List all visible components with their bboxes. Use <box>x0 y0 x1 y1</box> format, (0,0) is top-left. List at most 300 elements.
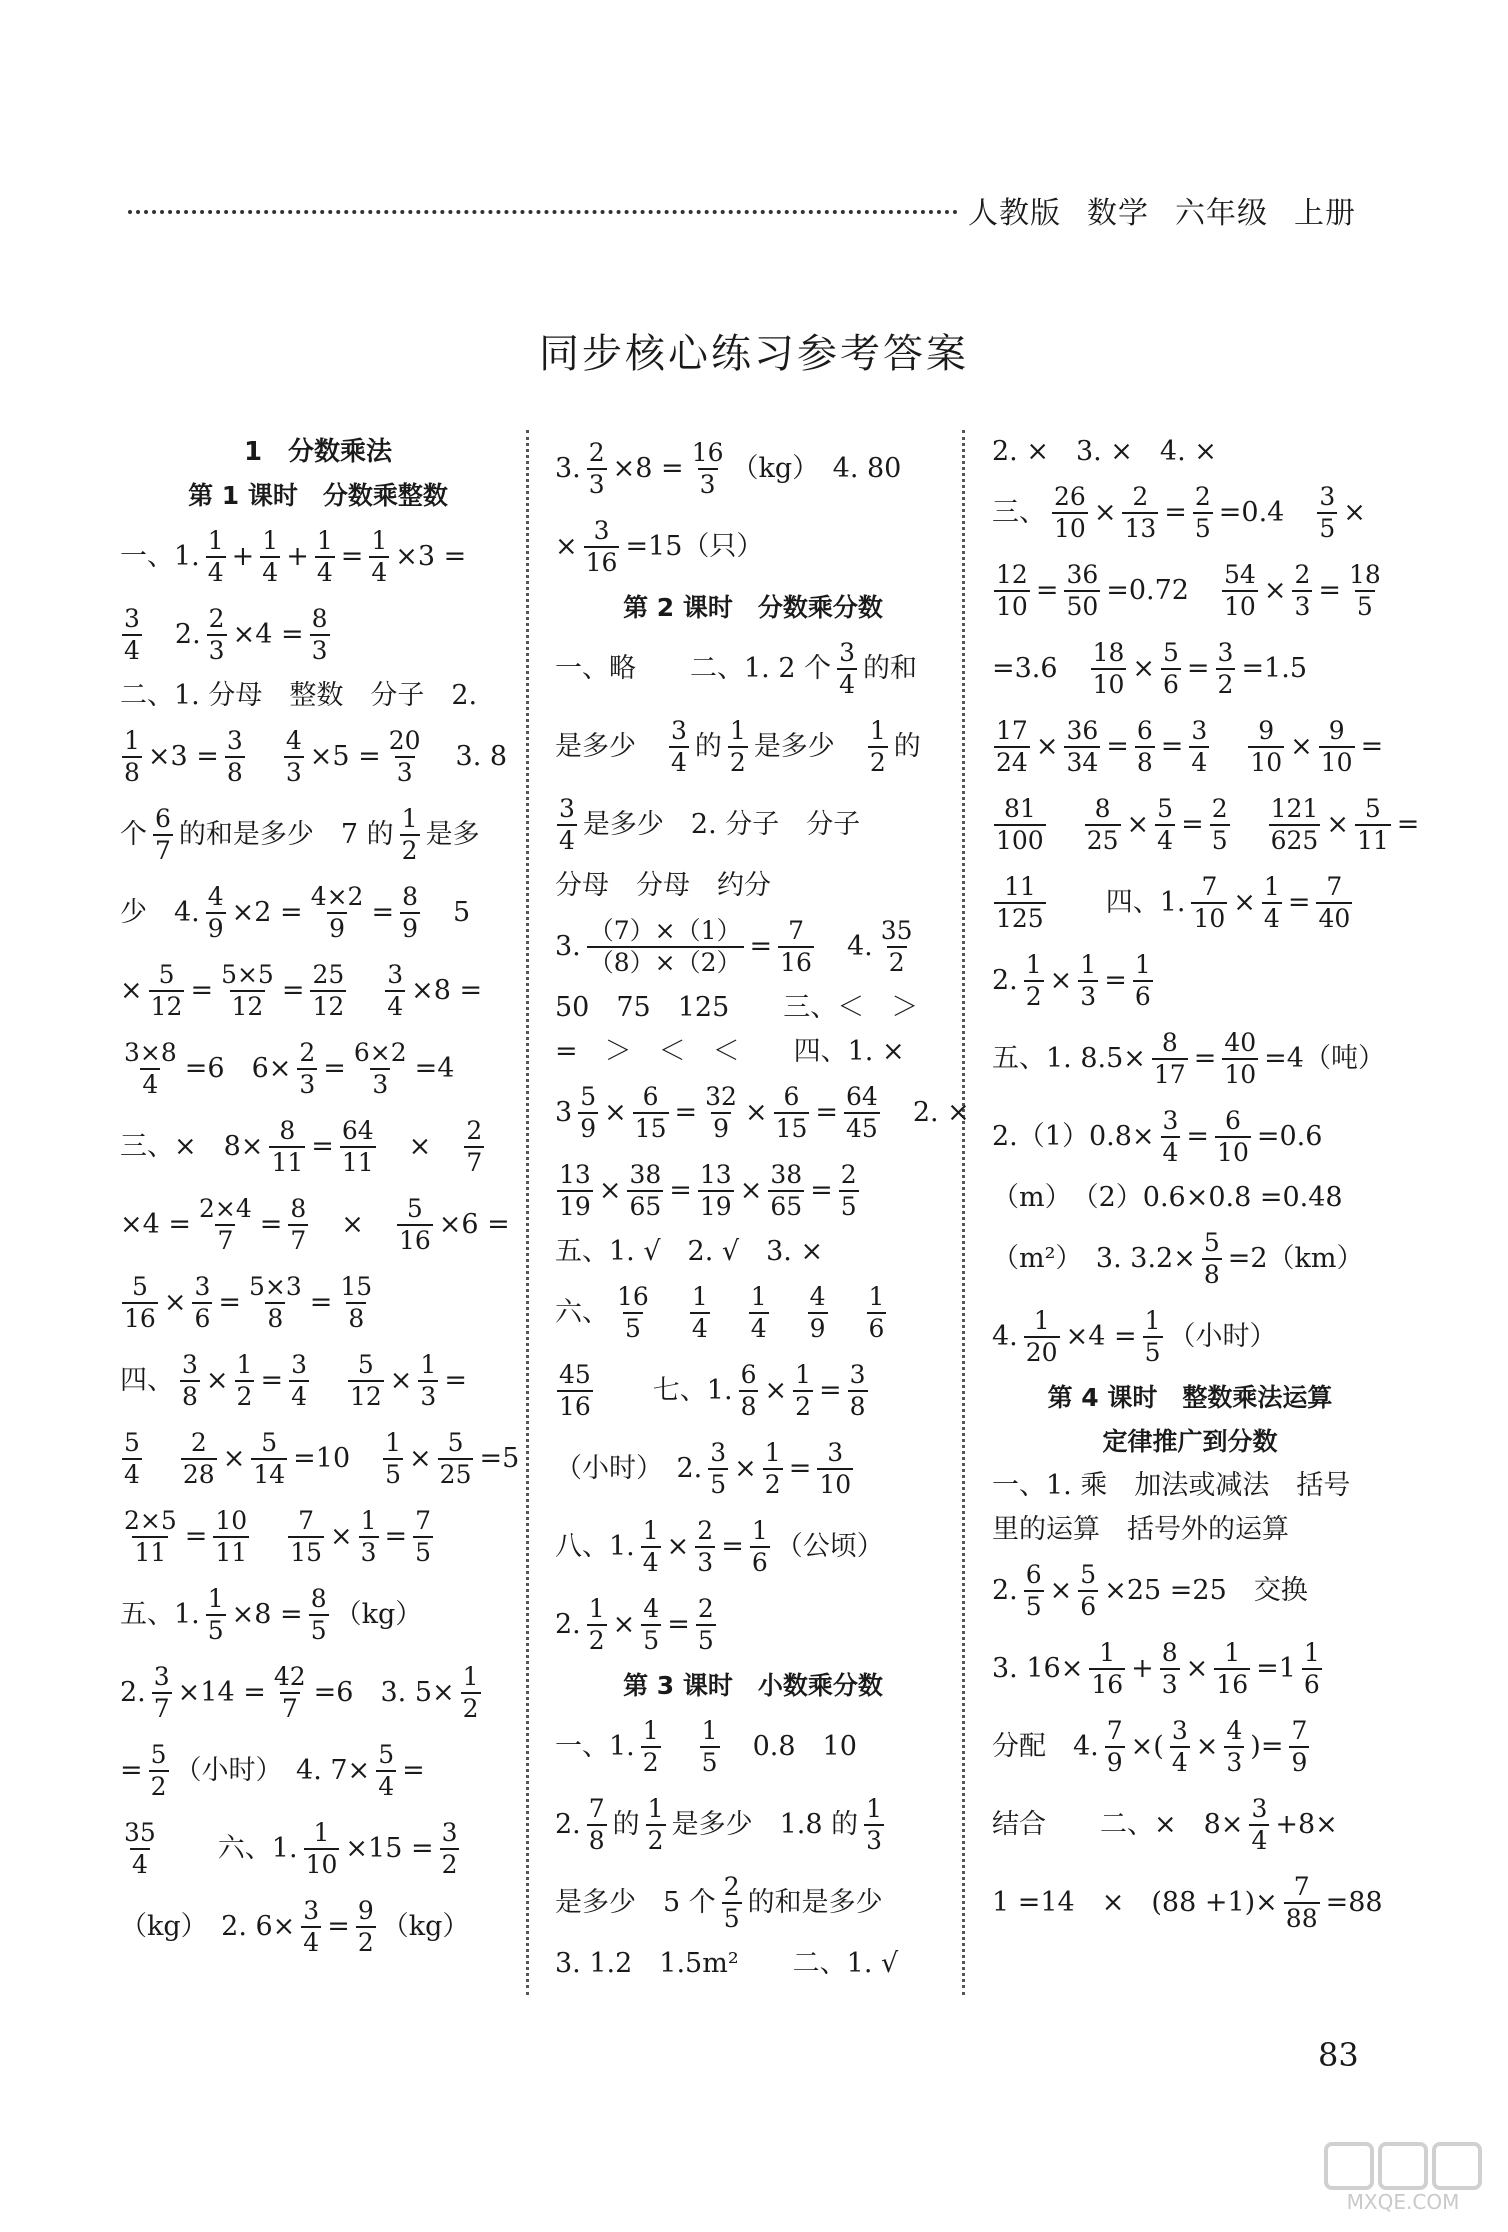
fraction <box>708 1437 728 1499</box>
answer-column-2 <box>553 430 970 1986</box>
fraction-denominator: 2 <box>1025 982 1042 1011</box>
answer-text: × <box>1233 887 1256 919</box>
fraction-numerator: 1 <box>764 1437 781 1467</box>
fraction <box>669 715 689 777</box>
fraction-numerator: 5 <box>1157 793 1174 823</box>
answer-text: × <box>1035 731 1059 763</box>
fraction-denominator: 4 <box>303 1928 320 1957</box>
fraction <box>1024 949 1044 1011</box>
answer-text: =4（吨） <box>1264 1043 1385 1075</box>
answer-text: 的 <box>612 1809 640 1841</box>
fraction <box>864 1793 884 1855</box>
answer-text: ×8 = <box>411 975 483 1007</box>
fraction-denominator: 5 <box>1194 514 1211 543</box>
fraction-denominator: 10 <box>1054 514 1086 543</box>
fraction-denominator: 4 <box>371 558 388 587</box>
fraction-denominator: 2 <box>642 1748 659 1777</box>
fraction-denominator: 10 <box>1217 1138 1249 1167</box>
answer-line <box>553 1786 953 1864</box>
fraction-denominator: 16 <box>124 1304 156 1333</box>
answer-text: =15（只） <box>625 531 764 563</box>
fraction <box>1161 1105 1181 1167</box>
answer-line <box>553 508 953 586</box>
answer-text: ×8 = <box>612 453 684 485</box>
answer-text: = <box>184 1521 208 1553</box>
fraction-denominator: 9 <box>329 914 346 943</box>
fraction-denominator: 625 <box>1270 826 1319 855</box>
fraction <box>385 959 405 1021</box>
fraction <box>206 525 226 587</box>
fraction-numerator: 5 <box>357 1349 374 1379</box>
answer-text: 的和是多少 7 的 <box>178 819 394 851</box>
section-heading: 第 2 课时 分数乘分数 <box>623 593 883 623</box>
answer-text: × <box>330 1521 353 1553</box>
answer-line <box>118 1888 518 1966</box>
fraction-numerator: 3 <box>124 603 140 633</box>
answer-text: = <box>384 1521 408 1553</box>
fraction-numerator: 5 <box>378 1739 395 1769</box>
section-heading: 1 分数乘法 <box>243 436 393 467</box>
fraction <box>356 1895 376 1957</box>
answer-line <box>990 474 1390 552</box>
fraction-numerator: 5 <box>1203 1227 1220 1257</box>
fraction-numerator: 4 <box>1226 1715 1243 1745</box>
fraction-numerator: 2 <box>840 1159 857 1189</box>
fraction-denominator: 7 <box>155 836 171 865</box>
answer-text: × <box>734 1453 757 1485</box>
answer-text: （kg） 2. 6× <box>120 1911 296 1943</box>
answer-text: )= <box>1250 1731 1284 1763</box>
fraction-numerator: 7 <box>1326 871 1343 901</box>
fraction-denominator: 19 <box>699 1192 732 1221</box>
fraction-denominator: 2 <box>1217 670 1234 699</box>
fraction <box>272 1661 308 1723</box>
answer-text: （kg） 4. 80 <box>731 453 902 485</box>
answer-line <box>553 1074 970 1152</box>
answer-line <box>990 942 1390 1020</box>
fraction-denominator: 4 <box>750 1314 767 1343</box>
answer-line <box>553 1708 953 1786</box>
fraction <box>1347 559 1383 621</box>
fraction <box>1355 793 1391 855</box>
answer-text: × <box>1132 653 1155 685</box>
fraction <box>1193 481 1213 543</box>
answer-text: = <box>1181 809 1204 841</box>
fraction-numerator: 16 <box>691 437 724 467</box>
fraction-denominator: 2 <box>441 1850 458 1879</box>
answer-line <box>553 430 953 508</box>
answer-text: = <box>810 1175 833 1207</box>
answer-text: = <box>669 1175 692 1207</box>
fraction <box>461 1661 481 1723</box>
fraction-denominator: 4 <box>642 1548 659 1577</box>
fraction-numerator: 1 <box>262 525 279 555</box>
fraction <box>1078 949 1098 1011</box>
answer-text: 八、1. <box>555 1531 635 1563</box>
fraction-denominator: 4 <box>1162 1138 1179 1167</box>
fraction-numerator: 1 <box>207 1583 224 1613</box>
fraction-numerator: 2 <box>466 1115 483 1145</box>
fraction <box>837 637 857 699</box>
answer-text: 一、1. <box>555 1731 635 1763</box>
answer-text: 少 4. <box>120 897 200 929</box>
fraction-denominator: 8 <box>849 1392 866 1421</box>
fraction <box>587 437 607 499</box>
fraction-denominator: 11 <box>134 1538 167 1567</box>
fraction-numerator: 5×3 <box>248 1271 302 1301</box>
fraction <box>698 1159 734 1221</box>
fraction-numerator: 11 <box>1003 871 1036 901</box>
answer-line <box>990 1786 1390 1864</box>
fraction-denominator: 5 <box>701 1748 718 1777</box>
fraction <box>1152 1027 1188 1089</box>
fraction <box>122 725 142 787</box>
fraction-denominator: 3 <box>588 470 605 499</box>
fraction <box>309 1583 329 1645</box>
fraction-numerator: 38 <box>629 1159 662 1189</box>
fraction-numerator: 6×2 <box>353 1037 407 1067</box>
answer-line <box>118 1420 518 1498</box>
answer-text: =2（km） <box>1227 1243 1364 1275</box>
fraction-numerator: 1 <box>642 1515 659 1545</box>
fraction-denominator: 14 <box>253 1460 286 1489</box>
fraction-numerator: 64 <box>846 1081 878 1111</box>
fraction-denominator: 10 <box>1320 748 1353 777</box>
fraction <box>750 1515 770 1577</box>
answer-line <box>990 430 1390 474</box>
fraction <box>149 959 185 1021</box>
fraction <box>879 915 915 977</box>
answer-text: × <box>744 1097 768 1129</box>
fraction <box>994 715 1030 777</box>
fraction-numerator: 8 <box>1094 793 1111 823</box>
fraction-denominator: 24 <box>996 748 1028 777</box>
fraction-denominator: 11 <box>341 1148 374 1177</box>
answer-text: 2. <box>147 619 201 651</box>
fraction-numerator: 1 <box>207 525 224 555</box>
answer-text: 2. <box>120 1677 146 1709</box>
fraction-numerator: 6 <box>1025 1559 1042 1589</box>
fraction-denominator: 3 <box>1294 592 1311 621</box>
answer-text: = <box>1186 1121 1210 1153</box>
fraction-numerator: 2 <box>1132 481 1149 511</box>
answer-line <box>118 596 518 674</box>
fraction-numerator: 2 <box>299 1037 316 1067</box>
answer-text: 是多少 5 个 <box>555 1887 716 1919</box>
fraction <box>315 525 335 587</box>
fraction <box>122 1271 158 1333</box>
fraction-denominator: 2 <box>764 1470 781 1499</box>
watermark-logo <box>1318 2138 1488 2218</box>
fraction-denominator: 2 <box>729 748 746 777</box>
answer-line <box>553 708 953 786</box>
fraction-numerator: 1 <box>236 1349 253 1379</box>
fraction <box>587 1593 607 1655</box>
fraction <box>749 1281 769 1343</box>
fraction-numerator: 6 <box>642 1081 659 1111</box>
fraction-numerator: 1 <box>868 1281 885 1311</box>
answer-text: 分配 4. <box>992 1731 1099 1763</box>
answer-line <box>553 630 953 708</box>
answer-line <box>118 674 518 718</box>
answer-text: 五、1. √ 2. √ 3. × <box>555 1236 824 1268</box>
fraction <box>359 1505 379 1567</box>
answer-text <box>773 1298 804 1328</box>
fraction <box>839 1159 859 1221</box>
fraction-denominator: 16 <box>559 1392 591 1421</box>
fraction <box>304 1817 340 1879</box>
fraction-numerator: 18 <box>1348 559 1381 589</box>
answer-text: × <box>1185 1653 1209 1685</box>
answer-text: ×( <box>1130 1731 1164 1763</box>
fraction <box>1160 1637 1180 1699</box>
fraction-numerator: 3 <box>303 1895 320 1925</box>
fraction-denominator: 3 <box>360 1538 377 1567</box>
answer-text: + <box>286 541 309 573</box>
fraction-numerator: 2 <box>1194 481 1211 511</box>
answer-text: 的和 <box>863 653 918 685</box>
fraction-denominator: 2 <box>869 748 886 777</box>
answer-text: = <box>190 975 214 1007</box>
answer-text: 3 <box>555 1097 573 1129</box>
answer-text: 5 <box>425 897 471 929</box>
answer-text: 2. × <box>885 1097 970 1129</box>
answer-text: 的和是多少 <box>747 1887 883 1919</box>
fraction <box>219 959 276 1021</box>
answer-text: 4. <box>992 1321 1018 1353</box>
answer-text: =0.72 <box>1106 575 1216 607</box>
fraction-denominator: 2 <box>647 1826 664 1855</box>
fraction-numerator: 3 <box>182 1349 198 1379</box>
answer-text: = <box>1360 731 1384 763</box>
fraction <box>587 1793 607 1855</box>
fraction-denominator: 8 <box>226 758 243 787</box>
answer-text: × <box>163 1287 187 1319</box>
fraction-denominator: 2 <box>357 1928 374 1957</box>
fraction-denominator: 7 <box>466 1148 483 1177</box>
fraction-numerator: 3 <box>1217 637 1234 667</box>
fraction-numerator: 4 <box>285 725 302 755</box>
fraction-denominator: 45 <box>846 1114 878 1143</box>
answer-text: × <box>739 1175 763 1207</box>
fraction-denominator: 3 <box>208 636 225 665</box>
fraction-numerator: 6 <box>1136 715 1153 745</box>
answer-text: 是多少 <box>555 731 663 763</box>
fraction-denominator: 15 <box>634 1114 667 1143</box>
fraction-numerator: 3 <box>827 1437 844 1467</box>
fraction-numerator: 36 <box>1066 559 1099 589</box>
fraction-denominator: 125 <box>996 904 1044 933</box>
answer-text: = <box>311 1131 334 1163</box>
answer-text: 六、 <box>555 1297 609 1329</box>
header-volume: 上册 <box>1294 196 1356 231</box>
fraction <box>1024 1559 1044 1621</box>
answer-line <box>553 986 953 1030</box>
fraction-denominator: 3 <box>372 1070 389 1099</box>
fraction-denominator: 4 <box>1251 1826 1268 1855</box>
answer-text: 个 <box>120 819 147 851</box>
fraction-denominator: 10 <box>1193 904 1226 933</box>
fraction-numerator: 7 <box>1291 1715 1308 1745</box>
fraction-numerator: 7 <box>298 1505 315 1535</box>
fraction-numerator: 7 <box>415 1505 432 1535</box>
answer-text: = <box>323 1053 346 1085</box>
fraction-denominator: 65 <box>770 1192 803 1221</box>
fraction <box>1052 481 1088 543</box>
fraction <box>122 603 142 665</box>
column-divider-right <box>962 430 965 1995</box>
fraction <box>269 1115 305 1177</box>
fraction-denominator: 10 <box>1224 1060 1257 1089</box>
answer-line <box>990 1552 1390 1630</box>
fraction-denominator: 8 <box>740 1392 757 1421</box>
fraction-denominator: 4 <box>387 992 404 1021</box>
answer-text: × <box>205 1365 229 1397</box>
fraction-numerator: 3 <box>559 793 575 823</box>
answer-line <box>990 1708 1390 1786</box>
answer-text: = <box>309 1287 333 1319</box>
answer-line <box>990 630 1390 708</box>
fraction-numerator: 3 <box>671 715 687 745</box>
fraction-denominator: 10 <box>996 592 1028 621</box>
fraction-denominator: 3 <box>420 1382 437 1411</box>
answer-line <box>553 1274 953 1352</box>
fraction-numerator: 5 <box>124 1427 140 1457</box>
answer-text: 3. <box>555 931 581 963</box>
fraction-denominator: 11 <box>271 1148 304 1177</box>
fraction-denominator: 6 <box>1080 1592 1097 1621</box>
fraction-denominator: 6 <box>1163 670 1179 699</box>
fraction-numerator: 1 <box>588 1593 605 1623</box>
fraction-numerator: 3 <box>839 637 856 667</box>
fraction <box>376 1739 396 1801</box>
fraction-denominator: 7 <box>281 1694 298 1723</box>
fraction <box>774 1081 810 1143</box>
answer-line <box>553 1508 953 1586</box>
answer-text <box>655 1298 686 1328</box>
fraction <box>206 1583 226 1645</box>
answer-text: ×15 = <box>345 1833 434 1865</box>
page-number: 83 <box>1318 2036 1359 2074</box>
fraction-denominator: 4 <box>378 1772 395 1801</box>
answer-line <box>118 874 518 952</box>
fraction <box>1249 1793 1269 1855</box>
fraction <box>722 1871 742 1933</box>
answer-text: =6 3. 5× <box>313 1677 455 1709</box>
fraction-numerator: 5 <box>447 1427 464 1457</box>
fraction-denominator: 3 <box>299 1070 316 1099</box>
fraction <box>994 793 1046 855</box>
fraction-denominator: 4 <box>207 558 224 587</box>
fraction-numerator: 2 <box>1294 559 1311 589</box>
answer-line <box>553 1030 953 1074</box>
answer-text: × <box>389 1365 413 1397</box>
fraction-denominator: 100 <box>996 826 1044 855</box>
fraction-denominator: 2 <box>150 1772 167 1801</box>
section-heading: 定律推广到分数 <box>1102 1427 1278 1457</box>
answer-text: ×4 = <box>232 619 304 651</box>
fraction-denominator: 16 <box>1091 1670 1124 1699</box>
fraction-denominator: 4 <box>142 1070 159 1099</box>
column-divider-left <box>526 430 529 1995</box>
answer-text: =0.6 <box>1256 1121 1323 1153</box>
answer-text: （kg） <box>334 1599 423 1631</box>
fraction-numerator: 5 <box>406 1193 423 1223</box>
fraction-denominator: 4 <box>1263 904 1280 933</box>
fraction-denominator: 25 <box>439 1460 472 1489</box>
answer-text: =6 6× <box>184 1053 292 1085</box>
fraction-denominator: 5 <box>1319 514 1336 543</box>
fraction-numerator: 18 <box>1092 637 1125 667</box>
answer-text <box>1050 810 1081 840</box>
fraction <box>690 437 726 499</box>
fraction-denominator: 3 <box>1161 1670 1178 1699</box>
fraction-numerator: 45 <box>559 1359 591 1389</box>
fraction <box>1262 871 1282 933</box>
fraction <box>1189 715 1209 777</box>
answer-line <box>118 796 518 874</box>
fraction <box>247 1271 304 1333</box>
fraction <box>1317 481 1337 543</box>
fraction-denominator: 12 <box>231 992 264 1021</box>
answer-text: 的 <box>893 731 921 763</box>
fraction-numerator: 1 <box>1224 1637 1241 1667</box>
fraction-numerator: 7 <box>1106 1715 1123 1745</box>
answer-line <box>118 1576 518 1654</box>
fraction-denominator: 7 <box>217 1226 234 1255</box>
fraction-numerator: 7 <box>1201 871 1218 901</box>
fraction <box>1216 637 1236 699</box>
fraction-denominator: 28 <box>182 1460 215 1489</box>
fraction <box>387 725 423 787</box>
fraction-numerator: 1 <box>729 715 746 745</box>
answer-line <box>990 1464 1390 1508</box>
fraction-numerator: 5×5 <box>221 959 274 989</box>
fraction-numerator: 20 <box>388 725 421 755</box>
answer-text: × <box>314 1209 391 1241</box>
answer-text: = <box>749 931 773 963</box>
fraction-denominator: 10 <box>1092 670 1125 699</box>
fraction <box>1302 1637 1322 1699</box>
answer-line <box>553 908 953 986</box>
answer-text: × <box>1326 809 1349 841</box>
fraction-denominator: 3 <box>311 636 328 665</box>
fraction-numerator: 17 <box>996 715 1028 745</box>
answer-text: 4. <box>819 931 873 963</box>
fraction-numerator: 38 <box>770 1159 803 1189</box>
fraction <box>181 1427 217 1489</box>
fraction <box>1222 1027 1258 1089</box>
fraction-denominator: 16 <box>585 548 618 577</box>
fraction <box>696 1593 716 1655</box>
fraction-denominator: 5 <box>1356 592 1373 621</box>
fraction-numerator: 5 <box>131 1271 148 1301</box>
fraction-denominator: 2 <box>462 1694 479 1723</box>
fraction-denominator: 8 <box>348 1304 365 1333</box>
fraction-denominator: 5 <box>1144 1338 1161 1367</box>
fraction <box>1316 871 1352 933</box>
answer-line <box>553 1352 953 1430</box>
fraction-numerator: 5 <box>1364 793 1381 823</box>
answer-text: = <box>218 1287 241 1319</box>
fraction <box>418 1349 438 1411</box>
fraction-numerator: 121 <box>1270 793 1319 823</box>
fraction <box>122 1037 179 1099</box>
fraction <box>1170 1715 1190 1777</box>
fraction <box>152 1661 172 1723</box>
answer-line <box>990 1298 1390 1376</box>
fraction-denominator: 2 <box>401 836 418 865</box>
